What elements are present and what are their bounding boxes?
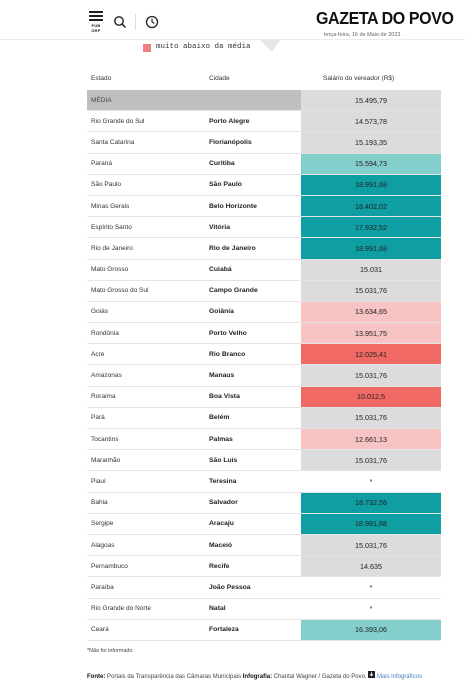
cell-estado: Piauí: [91, 477, 106, 485]
cell-cidade: Salvador: [209, 499, 238, 507]
cell-estado: Goiás: [91, 308, 108, 316]
cell-estado: Mato Grosso do Sul: [91, 287, 149, 295]
cell-cidade: Fortaleza: [209, 626, 239, 634]
cell-cidade: Boa Vista: [209, 393, 240, 401]
cell-salario: 15.031: [301, 260, 441, 280]
source-label: Fonte:: [87, 674, 106, 680]
column-header-salario: Salário do vereador (R$): [323, 75, 395, 82]
cell-cidade: Cuiabá: [209, 266, 232, 274]
table-row: [87, 471, 441, 492]
cell-salario: 14.573,78: [301, 111, 441, 131]
cell-cidade: Maceió: [209, 541, 233, 549]
cell-estado: Rio Grande do Norte: [91, 605, 151, 613]
more-infographics-link[interactable]: [368, 674, 422, 680]
table-row: [87, 556, 441, 577]
cell-cidade: João Pessoa: [209, 583, 251, 591]
cell-cidade: Porto Velho: [209, 329, 247, 337]
cell-estado: Roraima: [91, 393, 116, 401]
legend-pointer-icon: [258, 40, 282, 54]
table-row: [87, 260, 441, 281]
menu-bar: [89, 19, 103, 21]
cell-cidade: São Luís: [209, 456, 238, 464]
cell-estado: Rondônia: [91, 329, 119, 337]
salary-table: [87, 70, 441, 641]
cell-estado: Acre: [91, 350, 105, 358]
column-header-estado: Estado: [91, 75, 112, 82]
source-text: Portais da Transparência das Câmaras Municipais: [107, 674, 242, 680]
site-header: [0, 0, 465, 40]
table-row: [87, 132, 441, 153]
column-header-cidade: Cidade: [209, 75, 230, 82]
table-row: [87, 620, 441, 641]
cell-salario: *: [301, 599, 441, 619]
cell-cidade: Curitiba: [209, 160, 235, 168]
cell-cidade: Rio de Janeiro: [209, 244, 256, 252]
download-icon: [368, 671, 375, 678]
clock-icon[interactable]: [145, 15, 159, 29]
table-row: [87, 217, 441, 238]
table-row: [87, 323, 441, 344]
cell-cidade: Florianópolis: [209, 138, 252, 146]
cell-salario: 13.951,75: [301, 323, 441, 343]
cell-cidade: Manaus: [209, 372, 235, 380]
legend-swatch: [143, 44, 151, 52]
legend-label: muito abaixo da média: [156, 43, 251, 51]
table-row: [87, 450, 441, 471]
cell-salario: 15.031,76: [301, 535, 441, 555]
more-infographics-label: Mais infográficos: [376, 674, 422, 680]
cell-estado: Sergipe: [91, 520, 114, 528]
cell-cidade: Porto Alegre: [209, 117, 250, 125]
cell-cidade: Goiânia: [209, 308, 234, 316]
cell-salario: *: [301, 577, 441, 597]
cell-cidade: Belém: [209, 414, 230, 422]
cell-estado: Tocantins: [91, 435, 119, 443]
source-credits: [87, 671, 442, 682]
cell-estado: Pernambuco: [91, 562, 128, 570]
cell-salario: 10.012,5: [301, 387, 441, 407]
cell-estado: Paraíba: [91, 583, 114, 591]
cell-salario: 15.193,35: [301, 132, 441, 152]
cell-estado: Bahia: [91, 499, 108, 507]
table-row: [87, 196, 441, 217]
cell-salario: 18.732,56: [301, 493, 441, 513]
cell-cidade: Recife: [209, 562, 230, 570]
table-row: [87, 365, 441, 386]
cell-cidade: Teresina: [209, 477, 237, 485]
table-row: [87, 387, 441, 408]
cell-salario: 15.031,76: [301, 450, 441, 470]
search-icon[interactable]: [113, 15, 127, 29]
cell-salario: 18.991,68: [301, 514, 441, 534]
cell-salario: 15.031,76: [301, 365, 441, 385]
table-row: [87, 493, 441, 514]
table-header: [87, 70, 441, 90]
menu-bar: [89, 15, 103, 17]
site-logo[interactable]: GAZETA DO POVO: [316, 10, 454, 29]
cell-cidade: Rio Branco: [209, 350, 246, 358]
menu-button[interactable]: [87, 11, 105, 33]
cell-cidade: Campo Grande: [209, 287, 258, 295]
table-row: [87, 577, 441, 598]
table-row: [87, 111, 441, 132]
cell-salario: 15.031,76: [301, 281, 441, 301]
cell-estado: Alagoas: [91, 541, 115, 549]
table-row: [87, 408, 441, 429]
cell-estado: Minas Gerais: [91, 202, 130, 210]
header-date: terça-feira, 16 de Maio de 2023: [324, 32, 401, 38]
menu-bar: [89, 11, 103, 13]
cell-salario: 17.932,52: [301, 217, 441, 237]
table-row: [87, 514, 441, 535]
cell-estado: Santa Catarina: [91, 138, 135, 146]
cell-estado: Rio de Janeiro: [91, 244, 133, 252]
table-body: [87, 90, 441, 641]
infographic-credit: Chantal Wagner / Gazeta do Povo.: [273, 674, 367, 680]
cell-cidade: Palmas: [209, 435, 233, 443]
cell-cidade: Natal: [209, 605, 226, 613]
cell-estado: Maranhão: [91, 456, 121, 464]
menu-label: PUB GRP: [91, 23, 101, 33]
cell-estado: Rio Grande do Sul: [91, 117, 145, 125]
table-row: [87, 281, 441, 302]
cell-salario: 16.393,06: [301, 620, 441, 640]
cell-cidade: Belo Horizonte: [209, 202, 257, 210]
cell-estado: Mato Grosso: [91, 266, 129, 274]
table-row: [87, 175, 441, 196]
cell-cidade: São Paulo: [209, 181, 242, 189]
cell-salario: *: [301, 471, 441, 491]
infographic-label: Infografia:: [242, 674, 273, 680]
table-row: [87, 238, 441, 259]
cell-estado: MÉDIA: [91, 96, 112, 104]
cell-salario: 18.402,02: [301, 196, 441, 216]
table-row: [87, 302, 441, 323]
cell-estado: Paraná: [91, 160, 112, 168]
cell-salario: 15.594,73: [301, 154, 441, 174]
media-row-background: [87, 90, 301, 110]
cell-cidade: Vitória: [209, 223, 231, 231]
cell-salario: 15.031,76: [301, 408, 441, 428]
table-row: [87, 154, 441, 175]
table-row-media: [87, 90, 441, 111]
cell-estado: São Paulo: [91, 181, 121, 189]
cell-salario: 12.025,41: [301, 344, 441, 364]
table-row: [87, 535, 441, 556]
table-row: [87, 599, 441, 620]
cell-cidade: Aracaju: [209, 520, 234, 528]
cell-estado: Pará: [91, 414, 105, 422]
cell-salario: 14.635: [301, 556, 441, 576]
cell-salario: 18.991,68: [301, 175, 441, 195]
header-divider: [135, 14, 136, 30]
cell-estado: Espírito Santo: [91, 223, 132, 231]
cell-estado: Ceará: [91, 626, 109, 634]
cell-salario: 13.634,65: [301, 302, 441, 322]
cell-estado: Amazonas: [91, 372, 122, 380]
table-row: [87, 344, 441, 365]
table-row: [87, 429, 441, 450]
cell-salario: 18.991,68: [301, 238, 441, 258]
footnote: *Não foi informado: [87, 648, 133, 654]
cell-salario: 15.495,79: [301, 90, 441, 110]
cell-salario: 12.661,13: [301, 429, 441, 449]
